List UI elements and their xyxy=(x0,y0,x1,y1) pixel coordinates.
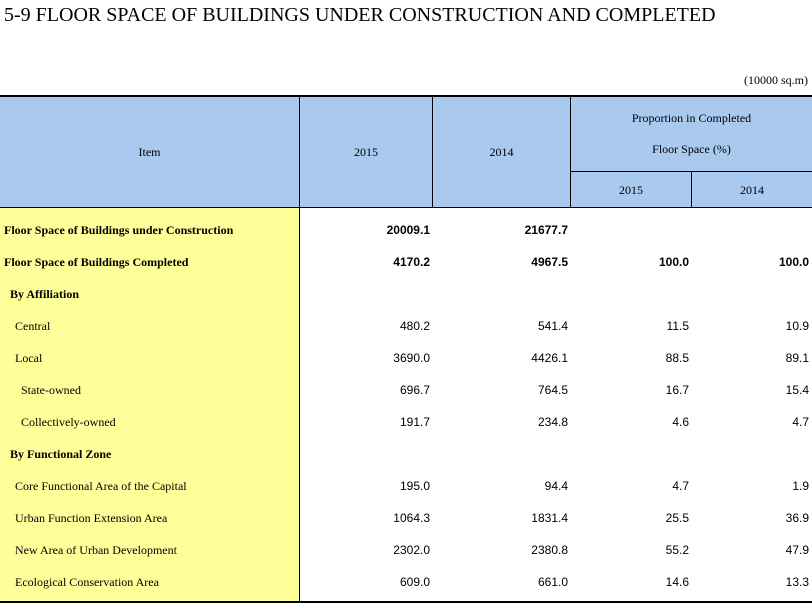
cell-2015 xyxy=(300,438,430,470)
cell-prop-2015: 55.2 xyxy=(665,543,689,557)
row-label: Floor Space of Buildings under Construction xyxy=(4,223,234,237)
cell-2014: 764.5 xyxy=(537,383,568,397)
table-row xyxy=(0,342,812,374)
table-row xyxy=(0,566,812,598)
row-label: Ecological Conservation Area xyxy=(15,575,159,589)
cell-prop-2014: 100.0 xyxy=(778,255,809,269)
cell-2014: 4967.5 xyxy=(531,255,568,269)
table-row xyxy=(0,214,812,246)
cell-prop-2014: 13.3 xyxy=(785,575,809,589)
row-label: Central xyxy=(15,319,51,333)
row-label: State-owned xyxy=(21,383,81,397)
cell-2014: 4426.1 xyxy=(531,351,568,365)
cell-2015: 609.0 xyxy=(399,575,430,589)
header-2015-label: 2015 xyxy=(354,145,378,159)
cell-prop-2015: 4.6 xyxy=(672,415,689,429)
cell-2015: 20009.1 xyxy=(386,223,430,237)
cell-prop-2014: 36.9 xyxy=(785,511,809,525)
cell-2014: 541.4 xyxy=(537,319,568,333)
cell-prop-2014 xyxy=(692,214,809,246)
cell-prop-2014: 1.9 xyxy=(792,479,809,493)
row-label: Urban Function Extension Area xyxy=(15,511,168,525)
cell-2015: 4170.2 xyxy=(393,255,430,269)
unit-label: (10000 sq.m) xyxy=(744,73,808,87)
cell-2014 xyxy=(433,278,568,310)
table-row xyxy=(0,310,812,342)
col-divider-3 xyxy=(570,97,571,208)
cell-prop-2015: 11.5 xyxy=(666,319,689,333)
header-2014-label: 2014 xyxy=(489,145,514,159)
cell-2015: 2302.0 xyxy=(393,543,430,557)
table-row xyxy=(0,534,812,566)
header-proportion-2015 xyxy=(571,172,691,208)
cell-prop-2014: 4.7 xyxy=(792,415,809,429)
col-divider-2 xyxy=(432,97,433,208)
cell-2014: 1831.4 xyxy=(531,511,568,525)
cell-prop-2015 xyxy=(571,438,689,470)
cell-prop-2014 xyxy=(692,278,809,310)
cell-prop-2015: 14.6 xyxy=(665,575,689,589)
header-2014 xyxy=(433,97,570,208)
cell-2015: 696.7 xyxy=(399,383,430,397)
row-label: Floor Space of Buildings Completed xyxy=(4,255,189,269)
cell-prop-2015: 4.7 xyxy=(672,479,689,493)
table-row xyxy=(0,502,812,534)
cell-prop-2014: 47.9 xyxy=(785,543,809,557)
col-divider-4 xyxy=(691,172,692,208)
row-label: Local xyxy=(15,351,43,365)
row-label: Collectively-owned xyxy=(21,415,116,429)
cell-prop-2014: 15.4 xyxy=(785,383,809,397)
table-row xyxy=(0,438,812,470)
row-label: By Functional Zone xyxy=(10,447,112,461)
table-bottom-rule xyxy=(0,601,812,603)
table-row xyxy=(0,470,812,502)
cell-2015: 1064.3 xyxy=(393,511,430,525)
row-label: Core Functional Area of the Capital xyxy=(15,479,187,493)
header-2015 xyxy=(300,97,432,208)
header-proportion-2015-label: 2015 xyxy=(619,182,643,197)
cell-2014: 94.4 xyxy=(544,479,568,493)
header-proportion-2014 xyxy=(692,172,812,208)
table-top-rule xyxy=(0,95,812,97)
row-label: By Affiliation xyxy=(10,287,80,301)
cell-prop-2014: 89.1 xyxy=(785,351,809,365)
cell-2014: 661.0 xyxy=(537,575,568,589)
cell-2015: 480.2 xyxy=(399,319,430,333)
cell-prop-2015: 88.5 xyxy=(665,351,689,365)
cell-2015: 3690.0 xyxy=(393,351,430,365)
cell-2014: 21677.7 xyxy=(524,223,568,237)
cell-prop-2015 xyxy=(571,278,689,310)
table-row xyxy=(0,246,812,278)
row-label: New Area of Urban Development xyxy=(15,543,177,557)
cell-2015 xyxy=(300,278,430,310)
cell-2015: 195.0 xyxy=(399,479,430,493)
table-row xyxy=(0,278,812,310)
cell-prop-2014 xyxy=(692,438,809,470)
page-title: 5-9 FLOOR SPACE OF BUILDINGS UNDER CONSTRUCTION AND COMPLETED xyxy=(4,4,716,26)
cell-prop-2015 xyxy=(571,214,689,246)
header-proportion-line1: Proportion in Completed xyxy=(631,111,752,125)
header-proportion xyxy=(571,97,812,171)
cell-2014: 234.8 xyxy=(537,415,568,429)
cell-2014 xyxy=(433,438,568,470)
cell-prop-2015: 16.7 xyxy=(665,383,689,397)
cell-prop-2015: 100.0 xyxy=(658,255,689,269)
cell-2015: 191.7 xyxy=(399,415,430,429)
cell-prop-2015: 25.5 xyxy=(665,511,689,525)
header-item-label: Item xyxy=(138,145,161,159)
table-row xyxy=(0,374,812,406)
header-item xyxy=(0,97,299,208)
header-proportion-2014-label: 2014 xyxy=(740,182,764,197)
cell-prop-2014: 10.9 xyxy=(785,319,809,333)
header-proportion-line2: Floor Space (%) xyxy=(652,142,731,156)
table-row xyxy=(0,406,812,438)
cell-2014: 2380.8 xyxy=(531,543,568,557)
